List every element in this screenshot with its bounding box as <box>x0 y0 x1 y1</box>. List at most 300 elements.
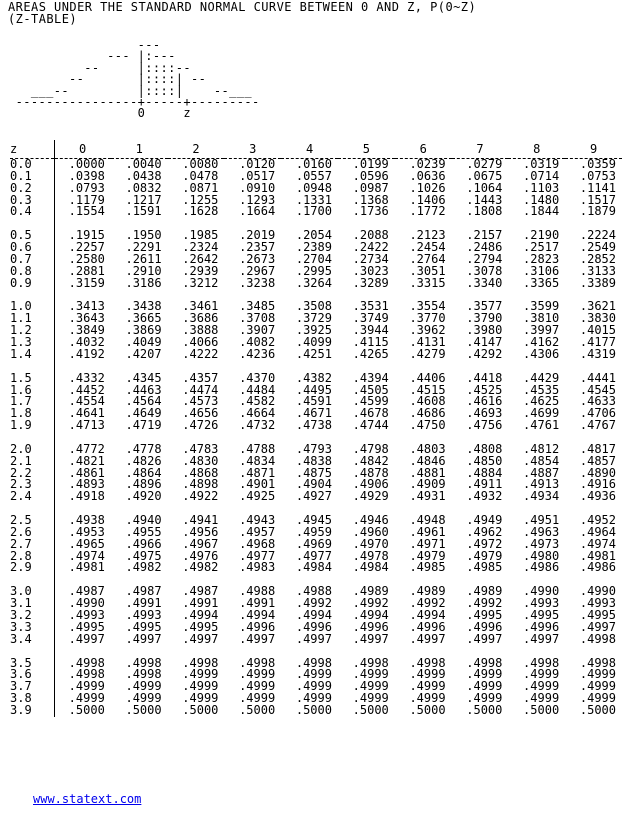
probability-cell: .4985 <box>409 560 446 575</box>
probability-cell: .4429 <box>523 370 560 385</box>
z-table <box>10 140 622 717</box>
probability-cell: .1554 <box>68 204 105 219</box>
header-digit-7: 7 <box>452 140 509 159</box>
probability-cell: .2422 <box>352 240 389 255</box>
probability-cell: .4999 <box>68 679 105 694</box>
probability-cell: .4994 <box>239 608 276 622</box>
probability-cell: .4817 <box>579 441 616 456</box>
probability-cell: .3599 <box>523 299 560 314</box>
probability-cell: .1591 <box>125 204 162 219</box>
z-value-cell: 1.7 <box>10 396 54 408</box>
header-z: z <box>10 140 54 159</box>
probability-cell: .1985 <box>182 228 219 243</box>
probability-cell: .3023 <box>352 263 389 278</box>
z-value-cell: 0.6 <box>10 242 54 254</box>
probability-cell: .4922 <box>182 489 219 504</box>
z-value-cell: 0.3 <box>10 195 54 207</box>
probability-cell: .4968 <box>239 536 276 551</box>
probability-cell: .3365 <box>523 275 560 290</box>
probability-cell: .4996 <box>295 619 332 634</box>
probability-cell: .4738 <box>295 418 332 433</box>
probability-cell: .0517 <box>239 168 276 183</box>
probability-cell: .4984 <box>295 560 332 575</box>
probability-cell: .4898 <box>182 477 219 492</box>
z-value-cell: 2.3 <box>10 479 54 491</box>
probability-cell: .4998 <box>125 667 162 682</box>
z-value-cell: 3.2 <box>10 610 54 622</box>
probability-cell: .4345 <box>125 370 162 385</box>
z-value-cell: 0.2 <box>10 183 54 195</box>
probability-cell: .1628 <box>182 204 219 219</box>
probability-cell: .4975 <box>125 548 162 563</box>
probability-cell: .4998 <box>579 655 616 670</box>
z-value-cell: 2.5 <box>10 515 54 527</box>
probability-cell: .4927 <box>295 489 332 504</box>
z-value-cell: 2.9 <box>10 562 54 574</box>
probability-cell: .4966 <box>125 536 162 551</box>
table-row <box>10 420 622 432</box>
probability-cell: .4997 <box>68 631 105 646</box>
probability-cell: .4977 <box>239 548 276 563</box>
table-row <box>10 278 622 290</box>
probability-cell: .4875 <box>295 465 332 480</box>
probability-cell: .4484 <box>239 382 276 397</box>
probability-cell: .0832 <box>125 180 162 195</box>
probability-cell: .4279 <box>409 346 446 361</box>
probability-cell: .4999 <box>466 679 503 694</box>
probability-cell: .3133 <box>579 263 616 278</box>
probability-cell: .0871 <box>182 180 219 195</box>
z-value-cell: 0.9 <box>10 278 54 290</box>
probability-cell: .5000 <box>295 702 332 717</box>
probability-cell: .5000 <box>409 702 446 717</box>
probability-cell: .4948 <box>409 513 446 528</box>
probability-cell: .3849 <box>68 323 105 338</box>
page-title: AREAS UNDER THE STANDARD NORMAL CURVE BETWEEN 0 AND Z, P(0~Z) <box>8 0 477 14</box>
probability-cell: .4821 <box>68 453 105 468</box>
probability-cell: .4994 <box>295 608 332 622</box>
probability-cell: .4505 <box>352 382 389 397</box>
z-value-cell: 3.3 <box>10 622 54 634</box>
probability-cell: .4082 <box>239 334 276 349</box>
probability-cell: .2019 <box>239 228 276 243</box>
probability-cell: .4999 <box>466 691 503 706</box>
header-digit-1: 1 <box>111 140 168 159</box>
probability-cell: .1141 <box>579 180 616 195</box>
probability-cell: .2794 <box>466 251 503 266</box>
probability-cell: .3389 <box>579 275 616 290</box>
probability-cell: .1406 <box>409 192 446 207</box>
probability-cell: .1915 <box>68 228 105 243</box>
probability-cell: .4656 <box>182 406 219 421</box>
probability-cell: .1700 <box>295 204 332 219</box>
probability-cell: .4999 <box>352 679 389 694</box>
probability-cell: .4131 <box>409 334 446 349</box>
probability-cell: .4993 <box>125 608 162 622</box>
probability-cell: .0279 <box>466 157 503 171</box>
probability-cell: .1480 <box>523 192 560 207</box>
probability-cell: .2764 <box>409 251 446 266</box>
probability-cell: .2823 <box>523 251 560 266</box>
probability-cell: .4998 <box>295 655 332 670</box>
probability-cell: .3289 <box>352 275 389 290</box>
probability-cell: .4750 <box>409 418 446 433</box>
probability-cell: .4994 <box>409 608 446 622</box>
probability-cell: .4997 <box>409 631 446 646</box>
probability-cell: .3944 <box>352 323 389 338</box>
header-digit-6: 6 <box>395 140 452 159</box>
probability-cell: .4963 <box>523 524 560 539</box>
probability-cell: .4625 <box>523 394 560 409</box>
probability-cell: .2389 <box>295 240 332 255</box>
probability-cell: .4995 <box>68 619 105 634</box>
probability-cell: .4808 <box>466 441 503 456</box>
probability-cell: .4783 <box>182 441 219 456</box>
statext-link[interactable]: www.statext.com <box>33 792 142 806</box>
probability-cell: .3962 <box>409 323 446 338</box>
probability-cell: .4999 <box>409 667 446 682</box>
z-value-cell: 2.1 <box>10 456 54 468</box>
probability-cell: .1331 <box>295 192 332 207</box>
probability-cell: .0714 <box>523 168 560 183</box>
probability-cell: .3810 <box>523 311 560 326</box>
probability-cell: .4999 <box>182 679 219 694</box>
table-row <box>10 562 622 574</box>
probability-cell: .4904 <box>295 477 332 492</box>
probability-cell: .1026 <box>409 180 446 195</box>
probability-cell: .2673 <box>239 251 276 266</box>
probability-cell: .4582 <box>239 394 276 409</box>
probability-cell: .4980 <box>523 548 560 563</box>
probability-cell: .1443 <box>466 192 503 207</box>
probability-cell: .4641 <box>68 406 105 421</box>
z-value-cell: 3.5 <box>10 658 54 670</box>
probability-cell: .4887 <box>523 465 560 480</box>
probability-cell: .4996 <box>523 619 560 634</box>
probability-cell: .4370 <box>239 370 276 385</box>
probability-cell: .4998 <box>68 667 105 682</box>
header-digit-4: 4 <box>281 140 338 159</box>
header-digit-5: 5 <box>338 140 395 159</box>
probability-cell: .4955 <box>125 524 162 539</box>
table-row <box>10 634 622 646</box>
probability-cell: .4599 <box>352 394 389 409</box>
probability-cell: .1844 <box>523 204 560 219</box>
probability-cell: .3238 <box>239 275 276 290</box>
probability-cell: .4991 <box>182 596 219 611</box>
probability-cell: .2291 <box>125 240 162 255</box>
z-value-cell: 0.8 <box>10 266 54 278</box>
probability-cell: .4984 <box>352 560 389 575</box>
probability-cell: .4441 <box>579 370 616 385</box>
probability-cell: .3159 <box>68 275 105 290</box>
probability-cell: .3686 <box>182 311 219 326</box>
probability-cell: .4974 <box>579 536 616 551</box>
probability-cell: .4964 <box>579 524 616 539</box>
probability-cell: .4525 <box>466 382 503 397</box>
probability-cell: .3790 <box>466 311 503 326</box>
probability-cell: .4999 <box>295 667 332 682</box>
probability-cell: .4798 <box>352 441 389 456</box>
probability-cell: .4893 <box>68 477 105 492</box>
probability-cell: .4857 <box>579 453 616 468</box>
table-row <box>10 206 622 218</box>
probability-cell: .4842 <box>352 453 389 468</box>
probability-cell: .4998 <box>239 655 276 670</box>
probability-cell: .2190 <box>523 228 560 243</box>
probability-cell: .3577 <box>466 299 503 314</box>
probability-cell: .4207 <box>125 346 162 361</box>
probability-cell: .3997 <box>523 323 560 338</box>
z-value-cell: 2.2 <box>10 468 54 480</box>
probability-cell: .3925 <box>295 323 332 338</box>
probability-cell: .1772 <box>409 204 446 219</box>
probability-cell: .4251 <box>295 346 332 361</box>
probability-cell: .1664 <box>239 204 276 219</box>
probability-cell: .4983 <box>239 560 276 575</box>
probability-cell: .4992 <box>409 596 446 611</box>
probability-cell: .0910 <box>239 180 276 195</box>
probability-cell: .2123 <box>409 228 446 243</box>
probability-cell: .4999 <box>579 679 616 694</box>
probability-cell: .4834 <box>239 453 276 468</box>
probability-cell: .4986 <box>579 560 616 575</box>
probability-cell: .4973 <box>523 536 560 551</box>
probability-cell: .4564 <box>125 394 162 409</box>
probability-cell: .3621 <box>579 299 616 314</box>
probability-cell: .3907 <box>239 323 276 338</box>
probability-cell: .4979 <box>466 548 503 563</box>
probability-cell: .5000 <box>182 702 219 717</box>
probability-cell: .4996 <box>352 619 389 634</box>
probability-cell: .4998 <box>68 655 105 670</box>
probability-cell: .3508 <box>295 299 332 314</box>
probability-cell: .4999 <box>579 691 616 706</box>
z-value-cell: 2.0 <box>10 444 54 456</box>
probability-cell: .0948 <box>295 180 332 195</box>
probability-cell: .1293 <box>239 192 276 207</box>
probability-cell: .4999 <box>352 667 389 682</box>
z-value-cell: 2.4 <box>10 491 54 503</box>
probability-cell: .4861 <box>68 465 105 480</box>
probability-cell: .4999 <box>523 691 560 706</box>
probability-cell: .4999 <box>409 691 446 706</box>
probability-cell: .4953 <box>68 524 105 539</box>
probability-cell: .4474 <box>182 382 219 397</box>
probability-cell: .3770 <box>409 311 446 326</box>
probability-cell: .4940 <box>125 513 162 528</box>
probability-cell: .4812 <box>523 441 560 456</box>
probability-cell: .4992 <box>295 596 332 611</box>
probability-cell: .4778 <box>125 441 162 456</box>
probability-cell: .4884 <box>466 465 503 480</box>
probability-cell: .4993 <box>68 608 105 622</box>
z-value-cell: 0.4 <box>10 206 54 218</box>
z-value-cell: 1.9 <box>10 420 54 432</box>
probability-cell: .4999 <box>239 691 276 706</box>
probability-cell: .4990 <box>579 584 616 599</box>
probability-cell: .2967 <box>239 263 276 278</box>
probability-cell: .4995 <box>125 619 162 634</box>
probability-cell: .4981 <box>579 548 616 563</box>
probability-cell: .4998 <box>523 655 560 670</box>
probability-cell: .4162 <box>523 334 560 349</box>
probability-cell: .4925 <box>239 489 276 504</box>
probability-cell: .3888 <box>182 323 219 338</box>
probability-cell: .4678 <box>352 406 389 421</box>
probability-cell: .4192 <box>68 346 105 361</box>
probability-cell: .2910 <box>125 263 162 278</box>
probability-cell: .3186 <box>125 275 162 290</box>
z-value-cell: 0.1 <box>10 171 54 183</box>
probability-cell: .4997 <box>523 631 560 646</box>
probability-cell: .4974 <box>68 548 105 563</box>
probability-cell: .4969 <box>295 536 332 551</box>
probability-cell: .4357 <box>182 370 219 385</box>
table-body <box>10 159 622 717</box>
probability-cell: .3106 <box>523 263 560 278</box>
header-digit-9: 9 <box>565 140 622 159</box>
probability-cell: .4906 <box>352 477 389 492</box>
probability-cell: .4936 <box>579 489 616 504</box>
probability-cell: .4998 <box>125 655 162 670</box>
probability-cell: .5000 <box>579 702 616 717</box>
probability-cell: .4961 <box>409 524 446 539</box>
probability-cell: .4990 <box>68 596 105 611</box>
probability-cell: .4999 <box>125 679 162 694</box>
probability-cell: .2549 <box>579 240 616 255</box>
probability-cell: .4066 <box>182 334 219 349</box>
probability-cell: .4999 <box>409 679 446 694</box>
z-value-cell: 0.0 <box>10 159 54 171</box>
probability-cell: .4608 <box>409 394 446 409</box>
probability-cell: .4015 <box>579 323 616 338</box>
probability-cell: .4989 <box>409 584 446 599</box>
probability-cell: .4998 <box>352 655 389 670</box>
probability-cell: .4394 <box>352 370 389 385</box>
probability-cell: .2486 <box>466 240 503 255</box>
probability-cell: .4693 <box>466 406 503 421</box>
probability-cell: .4997 <box>352 631 389 646</box>
probability-cell: .4671 <box>295 406 332 421</box>
probability-cell: .4941 <box>182 513 219 528</box>
probability-cell: .4986 <box>523 560 560 575</box>
z-value-cell: 3.9 <box>10 705 54 717</box>
probability-cell: .4996 <box>239 619 276 634</box>
probability-cell: .4945 <box>295 513 332 528</box>
probability-cell: .4995 <box>182 619 219 634</box>
probability-cell: .4999 <box>523 667 560 682</box>
probability-cell: .0319 <box>523 157 560 171</box>
probability-cell: .4999 <box>125 691 162 706</box>
probability-cell: .4951 <box>523 513 560 528</box>
probability-cell: .4965 <box>68 536 105 551</box>
probability-cell: .2088 <box>352 228 389 243</box>
probability-cell: .4515 <box>409 382 446 397</box>
probability-cell: .4998 <box>409 655 446 670</box>
z-value-cell: 0.7 <box>10 254 54 266</box>
page-subtitle: (Z-TABLE) <box>8 12 78 26</box>
probability-cell: .4997 <box>125 631 162 646</box>
probability-cell: .4998 <box>466 655 503 670</box>
z-value-cell: 1.3 <box>10 337 54 349</box>
probability-cell: .4931 <box>409 489 446 504</box>
z-value-cell: 3.1 <box>10 598 54 610</box>
probability-cell: .4871 <box>239 465 276 480</box>
probability-cell: .4999 <box>523 679 560 694</box>
probability-cell: .4997 <box>182 631 219 646</box>
probability-cell: .4896 <box>125 477 162 492</box>
probability-cell: .2454 <box>409 240 446 255</box>
probability-cell: .1179 <box>68 192 105 207</box>
probability-cell: .3340 <box>466 275 503 290</box>
probability-cell: .2157 <box>466 228 503 243</box>
probability-cell: .4982 <box>182 560 219 575</box>
probability-cell: .4998 <box>579 631 616 646</box>
probability-cell: .4099 <box>295 334 332 349</box>
header-digit-3: 3 <box>224 140 281 159</box>
probability-cell: .4994 <box>352 608 389 622</box>
probability-cell: .0199 <box>352 157 389 171</box>
probability-cell: .2611 <box>125 251 162 266</box>
probability-cell: .4997 <box>295 631 332 646</box>
probability-cell: .4997 <box>579 619 616 634</box>
probability-cell: .4999 <box>239 667 276 682</box>
probability-cell: .4726 <box>182 418 219 433</box>
probability-cell: .4998 <box>182 655 219 670</box>
probability-cell: .5000 <box>68 702 105 717</box>
probability-cell: .1064 <box>466 180 503 195</box>
probability-cell: .0040 <box>125 157 162 171</box>
probability-cell: .3264 <box>295 275 332 290</box>
probability-cell: .1736 <box>352 204 389 219</box>
probability-cell: .2324 <box>182 240 219 255</box>
z-value-cell: 1.4 <box>10 349 54 361</box>
probability-cell: .4956 <box>182 524 219 539</box>
probability-cell: .5000 <box>523 702 560 717</box>
z-value-cell: 1.8 <box>10 408 54 420</box>
probability-cell: .4878 <box>352 465 389 480</box>
probability-cell: .4988 <box>295 584 332 599</box>
probability-cell: .4952 <box>579 513 616 528</box>
probability-cell: .4957 <box>239 524 276 539</box>
probability-cell: .2054 <box>295 228 332 243</box>
probability-cell: .2224 <box>579 228 616 243</box>
probability-cell: .4756 <box>466 418 503 433</box>
probability-cell: .4554 <box>68 394 105 409</box>
probability-cell: .1217 <box>125 192 162 207</box>
probability-cell: .4265 <box>352 346 389 361</box>
probability-cell: .4946 <box>352 513 389 528</box>
probability-cell: .4977 <box>295 548 332 563</box>
probability-cell: .4996 <box>466 619 503 634</box>
probability-cell: .3461 <box>182 299 219 314</box>
probability-cell: .4545 <box>579 382 616 397</box>
probability-cell: .4932 <box>466 489 503 504</box>
probability-cell: .4901 <box>239 477 276 492</box>
probability-cell: .4911 <box>466 477 503 492</box>
probability-cell: .4929 <box>352 489 389 504</box>
z-value-cell: 3.6 <box>10 669 54 681</box>
probability-cell: .2704 <box>295 251 332 266</box>
probability-cell: .3438 <box>125 299 162 314</box>
probability-cell: .3869 <box>125 323 162 338</box>
probability-cell: .4993 <box>523 596 560 611</box>
probability-cell: .4999 <box>295 679 332 694</box>
probability-cell: .4999 <box>295 691 332 706</box>
header-digit-8: 8 <box>508 140 565 159</box>
probability-cell: .3485 <box>239 299 276 314</box>
